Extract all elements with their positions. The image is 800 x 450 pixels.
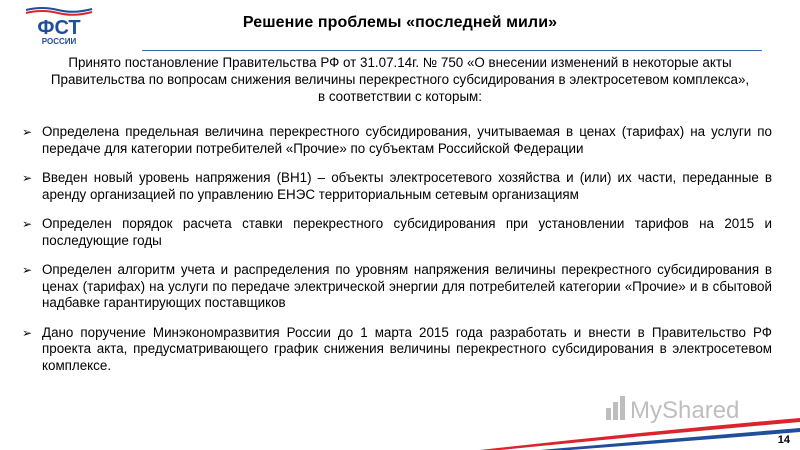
arrow-bullet-icon: ➢ bbox=[22, 217, 33, 231]
footer-swoosh bbox=[0, 410, 800, 450]
list-item bbox=[22, 262, 772, 312]
slide-title: Решение проблемы «последней мили» bbox=[242, 14, 558, 31]
bullet-text: Введен новый уровень напряжения (ВН1) – объекты электросетевого хозяйства и (или) их части, переданные в аренду организацией по управлению ЕНЭС территориальным сетевым организациям bbox=[42, 170, 772, 202]
list-item bbox=[22, 170, 772, 203]
bullet-text: Определен алгоритм учета и распределения по уровням напряжения величины перекрестного субсидирования в ценах (тарифах) на услуги по передаче электрической энергии для потребителей категории «Прочие» и в сбытовой надбавке гарантирующих поставщиков bbox=[42, 262, 772, 310]
logo-subtext: РОССИИ bbox=[41, 37, 77, 46]
logo-text: ФСТ bbox=[37, 17, 81, 39]
arrow-bullet-icon: ➢ bbox=[22, 325, 33, 340]
list-item bbox=[22, 216, 772, 249]
bullet-list bbox=[22, 124, 772, 387]
list-item bbox=[22, 124, 772, 157]
arrow-bullet-icon: ➢ bbox=[22, 125, 33, 139]
title-divider bbox=[142, 50, 762, 51]
intro-paragraph: Принято постановление Правительства РФ от 31.07.14г. № 750 «О внесении изменений в некоторые акты Правительства по вопросам снижения величины перекрестного субсидирования в электросетевом комплекса», в соответствии с которым: bbox=[50, 55, 750, 104]
bullet-text: Определена предельная величина перекрестного субсидирования, учитываемая в ценах (тарифах) на услуги по передаче для категории потребителей «Прочие» по субъектам Российской Федерации bbox=[42, 124, 772, 156]
list-item bbox=[22, 325, 772, 375]
page-number: 14 bbox=[777, 434, 790, 446]
arrow-bullet-icon: ➢ bbox=[22, 263, 33, 277]
bullet-text: Дано поручение Минэкономразвития России до 1 марта 2015 года разработать и внести в Правительство РФ проекта акта, предусматривающего график снижения величины перекрестного субсидирования в электросетевом комплексе. bbox=[42, 324, 772, 373]
arrow-bullet-icon: ➢ bbox=[22, 171, 33, 185]
bullet-text: Определен порядок расчета ставки перекрестного субсидирования при установлении тарифов на 2015 и последующие годы bbox=[42, 216, 772, 248]
watermark-text: MyShared bbox=[630, 397, 740, 424]
